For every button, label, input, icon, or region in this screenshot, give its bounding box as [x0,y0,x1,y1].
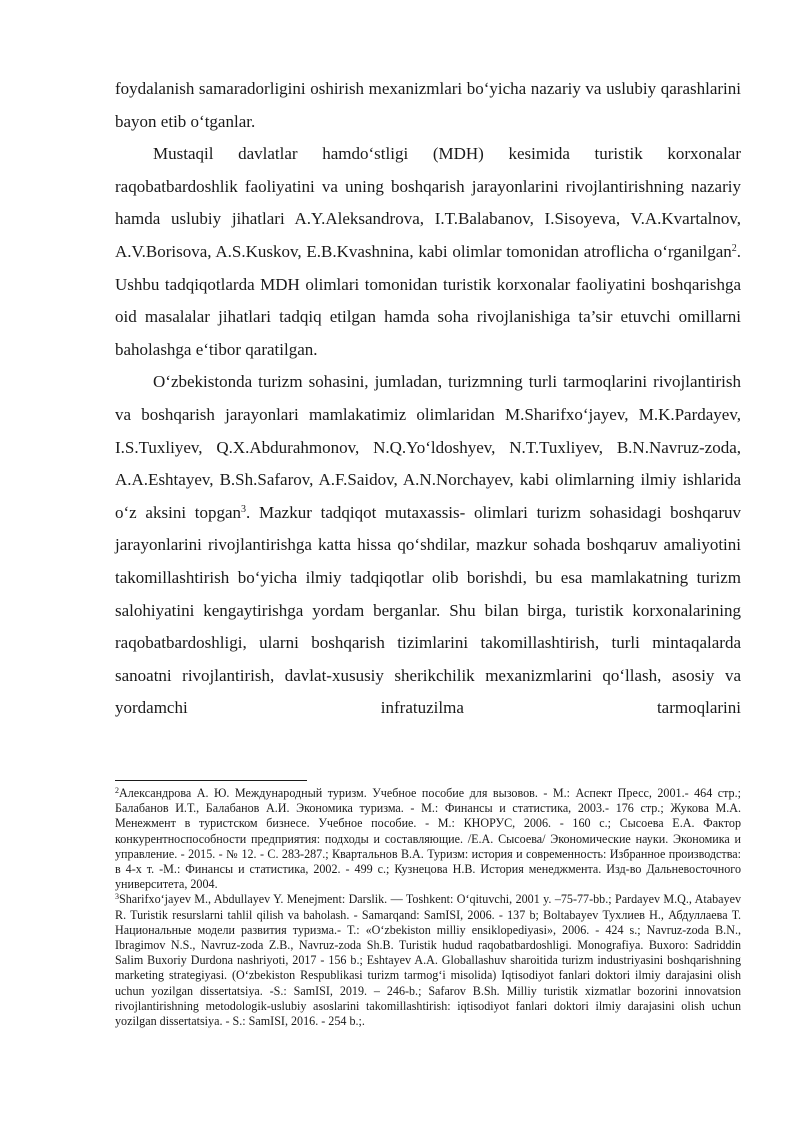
footnote-2-text: Александрова А. Ю. Международный туризм. Учебное пособие для вызовов. - М.: Аспект Пресс, 2001.- 464 стр.; Балабанов И.Т., Балабанов А.И. Экономика туризма. - М.: Финансы и статистика, 2003.- 176 стр.; Жукова М.А. Менежмент в туристском бизнесе. Учебное пособие. - М.: КНОРУС, 2006. - 160 с.; Сысоева Е.А. Фактор конкурентноспособности предприятия: подходы и составляющие. /Е.А. Сысоева/ Экономические науки. Экономика и управление. - 2015. - № 12. - С. 283-287.; Квартальнов В.А. Туризм: история и современность: Избранное производства: в 4-х т. -М.: Финансы и статистика, 2002. - 499 с.; Кузнецова Н.В. История менеджмента. Изд-во Дальневосточного университета, 2004. [115,786,741,892]
paragraph-3 [115,366,741,725]
paragraph-2-text-end: . Ushbu tadqiqotlarda MDH olimlari tomonidan turistik korxonalar faoliyatini boshqarishga oid masalalar jihatlari tadqiq etilgan hamda soha rivojlanishiga ta’sir etuvchi omillarni baholashga e‘tibor qaratilgan. [115,241,741,359]
footnote-separator [115,780,307,781]
main-text [115,73,741,725]
footnote-3-text: Sharifxo‘jayev M., Abdullayev Y. Menejment: Darslik. — Toshkent: O‘qituvchi, 2001 y. –75-77-bb.; Pardayev M.Q., Atabayev R. Turistik resurslarni tahlil qilish va baholash. - Samarqand: SamISI, 2006. - 137 b; Boltabayev Тухлиев Н., Абдуллаева Т. Национальные модели развития туризма.- Т.: «O‘zbekiston milliy ensiklopediyasi», 2006. - 424 s.; Navruz-zoda B.N., Ibragimov N.S., Navruz-zoda Z.B., Navruz-zoda Sh.B. Turistik hudud raqobatbardoshligi. Monografiya. Buxoro: Sadriddin Salim Buxoriy Durdona nashriyoti, 2017 - 156 b.; Eshtayev A.A. Globallashuv sharoitida turizm industriyasini boshqarishning marketing strategiyasi. (O‘zbekiston Respublikasi turizm tarmog‘i misolida) Iqtisodiyot fanlari doktori ilmiy darajasini olish uchun yozilgan dissertatsiya. -S.: SamISI, 2019. – 246-b.; Safarov B.Sh. Milliy turistik xizmatlar bozorini innovatsion rivojlantirishning metodologik-uslubiy asoslarini takomillashtirish: iqtisodiyot fanlari doktori ilmiy darajasini olish uchun yozilgan dissertatsiya. - S.: SamISI, 2016. - 254 b.;. [115,892,741,1029]
paragraph-3-text-end: . Mazkur tadqiqot mutaxassis- olimlari turizm sohasidagi boshqaruv jarayonlarini rivojlantirishga katta hissa qo‘shdilar, mazkur sohada boshqaruv amaliyotini takomillashtirish bo‘yicha ilmiy tadqiqotlar olib borishdi, bu esa mamlakatning turizm salohiyatini kengaytirishga yordam berganlar. Shu bilan birga, turistik korxonalarining raqobatbardoshligi, ularni boshqarish tizimlarini takomillashtirish, turli mintaqalarda sanoatni rivojlantirish, davlat-xususiy sherikchilik mexanizmlarini qo‘llash, asosiy va yordamchi infratuzilma tarmoqlarini [115,502,741,718]
footnote-marker-3: 3 [115,892,119,902]
paragraph-2 [115,138,741,366]
footnote-marker-2: 2 [115,786,119,795]
paragraph-2-text-start: Mustaqil davlatlar hamdo‘stligi (MDH) kesimida turistik korxonalar raqobatbardoshlik faoliyatini va uning boshqarish jarayonlarini rivojlantirishning nazariy hamda uslubiy jihatlari A.Y.Aleksandrova, I.T.Balabanov, I.Sisoyeva, V.A.Kvartalnov, A.V.Borisova, A.S.Kuskov, E.B.Kvashnina, kabi olimlar tomonidan atroflicha o‘rganilgan [115,144,741,261]
footnote-ref-3[interactable]: 3 [241,503,247,515]
footnotes [115,786,741,1029]
paragraph-1 [115,73,741,138]
footnote-ref-2[interactable]: 2 [731,242,737,254]
paragraph-3-text-start: O‘zbekistonda turizm sohasini, jumladan, turizmning turli tarmoqlarini rivojlantirish va boshqarish jarayonlari mamlakatimiz olimlaridan M.Sharifxo‘jayev, M.K.Pardayev, I.S.Tuxliyev, Q.X.Abdurahmonov, N.Q.Yo‘ldoshyev, N.T.Tuxliyev, B.N.Navruz-zoda, A.A.Eshtayev, B.Sh.Safarov, A.F.Saidov, A.N.Norchayev, kabi olimlarning ilmiy ishlarida o‘z aksini topgan [115,372,741,522]
footnote-2 [115,786,741,892]
paragraph-1-text: foydalanish samaradorligini oshirish mexanizmlari bo‘yicha nazariy va uslubiy qarashlarini bayon etib o‘tganlar. [115,79,741,131]
footnote-3 [115,892,741,1029]
